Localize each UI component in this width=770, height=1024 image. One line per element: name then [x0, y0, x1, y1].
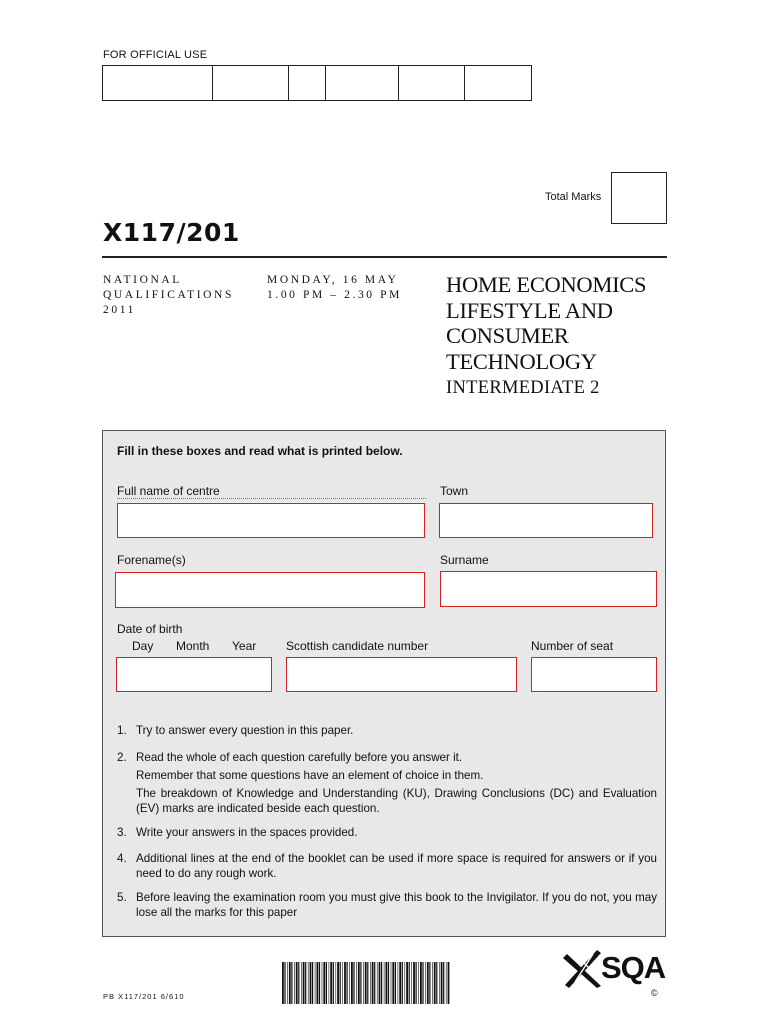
forename-label: Forename(s)	[117, 553, 186, 567]
barcode-bar	[374, 962, 375, 1004]
barcode-bar	[356, 962, 357, 1004]
month-label: Month	[176, 639, 210, 653]
barcode-bar	[398, 962, 399, 1004]
dob-label: Date of birth	[117, 622, 183, 636]
subject-line: CONSUMER	[446, 323, 569, 348]
barcode-bar	[342, 962, 343, 1004]
footer-code: PB X117/201 6/610	[103, 992, 185, 1001]
barcode-bar	[443, 962, 444, 1004]
barcode-bar	[365, 962, 367, 1004]
year-label: Year	[232, 639, 257, 653]
barcode-bar	[351, 962, 353, 1004]
instruction-number: 4.	[117, 852, 127, 865]
barcode-bar	[432, 962, 433, 1004]
official-use-label: FOR OFFICIAL USE	[103, 49, 208, 61]
instruction-text: The breakdown of Knowledge and Understanding (KU), Drawing Conclusions (DC) and Evaluation (EV) marks are indicated beside each question.	[136, 787, 657, 815]
subject-line: HOME ECONOMICS	[446, 272, 647, 297]
official-use-cell	[326, 66, 399, 100]
national-qualifications	[103, 273, 234, 318]
barcode-bar	[405, 962, 406, 1004]
time-line: 1.00 PM – 2.30 PM	[267, 289, 402, 301]
barcode-bar	[418, 962, 419, 1004]
centre-field[interactable]	[117, 503, 425, 538]
instruction-number: 3.	[117, 826, 127, 839]
scn-label: Scottish candidate number	[286, 639, 429, 653]
barcode-icon	[282, 962, 452, 1004]
official-use-cell	[103, 66, 213, 100]
barcode-bar	[329, 962, 330, 1004]
day-label: Day	[132, 639, 154, 653]
dob-field[interactable]	[116, 657, 272, 692]
barcode-bar	[322, 962, 323, 1004]
barcode-bar	[436, 962, 437, 1004]
barcode-bar	[379, 962, 381, 1004]
barcode-bar	[298, 962, 299, 1004]
barcode-bar	[294, 962, 295, 1004]
barcode-bar	[377, 962, 378, 1004]
barcode-bar	[448, 962, 450, 1004]
sqa-logo-text: SQA	[601, 950, 666, 985]
instruction-text: Additional lines at the end of the booklet can be used if more space is required for answers or if you need to do any rough work.	[136, 852, 657, 880]
barcode-bar	[291, 962, 292, 1004]
total-marks-label: Total Marks	[545, 191, 602, 203]
barcode-bar	[372, 962, 374, 1004]
barcode-bar	[441, 962, 443, 1004]
sqa-logo	[563, 948, 667, 990]
barcode-bar	[344, 962, 346, 1004]
form-title: Fill in these boxes and read what is printed below.	[117, 444, 403, 458]
instruction-text: Write your answers in the spaces provided.	[136, 826, 358, 839]
instruction-text: Remember that some questions have an element of choice in them.	[136, 769, 484, 782]
barcode-bar	[411, 962, 412, 1004]
subject-title	[446, 272, 646, 374]
official-use-cell	[289, 66, 326, 100]
barcode-bar	[336, 962, 337, 1004]
instruction-text: Try to answer every question in this paper.	[136, 724, 354, 737]
subject-level: INTERMEDIATE 2	[446, 378, 600, 398]
barcode-bar	[308, 962, 309, 1004]
barcode-bar	[305, 962, 306, 1004]
surname-label: Surname	[440, 553, 489, 567]
barcode-bar	[301, 962, 302, 1004]
instruction-text: Read the whole of each question carefully before you answer it.	[136, 751, 463, 764]
barcode-bar	[391, 962, 392, 1004]
barcode-bar	[360, 962, 361, 1004]
barcode-bar	[381, 962, 382, 1004]
barcode-bar	[392, 962, 394, 1004]
forename-field[interactable]	[115, 572, 425, 608]
barcode-bar	[287, 962, 288, 1004]
barcode-bar	[439, 962, 440, 1004]
barcode-bar	[315, 962, 316, 1004]
official-use-cell	[465, 66, 531, 100]
barcode-bar	[425, 962, 426, 1004]
barcode-bar	[310, 962, 312, 1004]
subject-line: LIFESTYLE AND	[446, 297, 613, 323]
town-field[interactable]	[439, 503, 653, 538]
barcode-bar	[406, 962, 408, 1004]
scn-field[interactable]	[286, 657, 517, 692]
official-use-cell	[213, 66, 289, 100]
instruction-text: Before leaving the examination room you must give this book to the Invigilator. If you do not, you may lose all the marks for this paper	[136, 891, 657, 919]
barcode-bar	[289, 962, 291, 1004]
surname-field[interactable]	[440, 571, 657, 607]
barcode-bar	[370, 962, 371, 1004]
barcode-bar	[319, 962, 320, 1004]
instruction-number: 2.	[117, 751, 127, 764]
barcode-bar	[303, 962, 305, 1004]
barcode-bar	[427, 962, 429, 1004]
barcode-bar	[395, 962, 396, 1004]
barcode-bar	[358, 962, 360, 1004]
barcode-bar	[340, 962, 341, 1004]
nq-line: 2011	[103, 304, 136, 316]
barcode-bar	[296, 962, 298, 1004]
barcode-bar	[420, 962, 422, 1004]
barcode-bar	[434, 962, 436, 1004]
barcode-bar	[323, 962, 325, 1004]
official-use-boxes	[102, 65, 532, 101]
official-use-cell	[399, 66, 465, 100]
barcode-bar	[347, 962, 348, 1004]
centre-label: Full name of centre	[117, 484, 220, 498]
exam-date	[267, 273, 402, 303]
centre-dotted-line	[117, 498, 426, 499]
barcode-bar	[446, 962, 447, 1004]
barcode-bar	[333, 962, 334, 1004]
paper-code: X117/201	[103, 218, 240, 247]
seat-label: Number of seat	[531, 639, 614, 653]
header-rule	[102, 256, 667, 258]
copyright-symbol: ©	[651, 988, 658, 998]
instruction-number: 1.	[117, 724, 127, 737]
barcode-bar	[312, 962, 313, 1004]
barcode-bar	[384, 962, 385, 1004]
date-line: MONDAY, 16 MAY	[267, 274, 399, 286]
barcode-bar	[413, 962, 415, 1004]
barcode-bar	[402, 962, 403, 1004]
barcode-bar	[367, 962, 368, 1004]
barcode-bar	[349, 962, 350, 1004]
nq-line: NATIONAL	[103, 274, 182, 286]
barcode-bar	[337, 962, 339, 1004]
nq-line: QUALIFICATIONS	[103, 289, 234, 301]
town-label: Town	[440, 484, 469, 498]
barcode-bar	[330, 962, 332, 1004]
seat-field[interactable]	[531, 657, 657, 692]
barcode-bar	[282, 962, 284, 1004]
barcode-bar	[409, 962, 410, 1004]
barcode-bar	[422, 962, 423, 1004]
instruction-number: 5.	[117, 891, 127, 904]
total-marks-box	[611, 172, 667, 224]
barcode-bar	[353, 962, 354, 1004]
barcode-bar	[416, 962, 417, 1004]
barcode-bar	[326, 962, 327, 1004]
barcode-bar	[317, 962, 319, 1004]
barcode-bar	[388, 962, 389, 1004]
barcode-bar	[399, 962, 401, 1004]
barcode-bar	[429, 962, 430, 1004]
subject-line: TECHNOLOGY	[446, 348, 597, 374]
barcode-bar	[386, 962, 388, 1004]
barcode-bar	[363, 962, 364, 1004]
barcode-bar	[284, 962, 285, 1004]
